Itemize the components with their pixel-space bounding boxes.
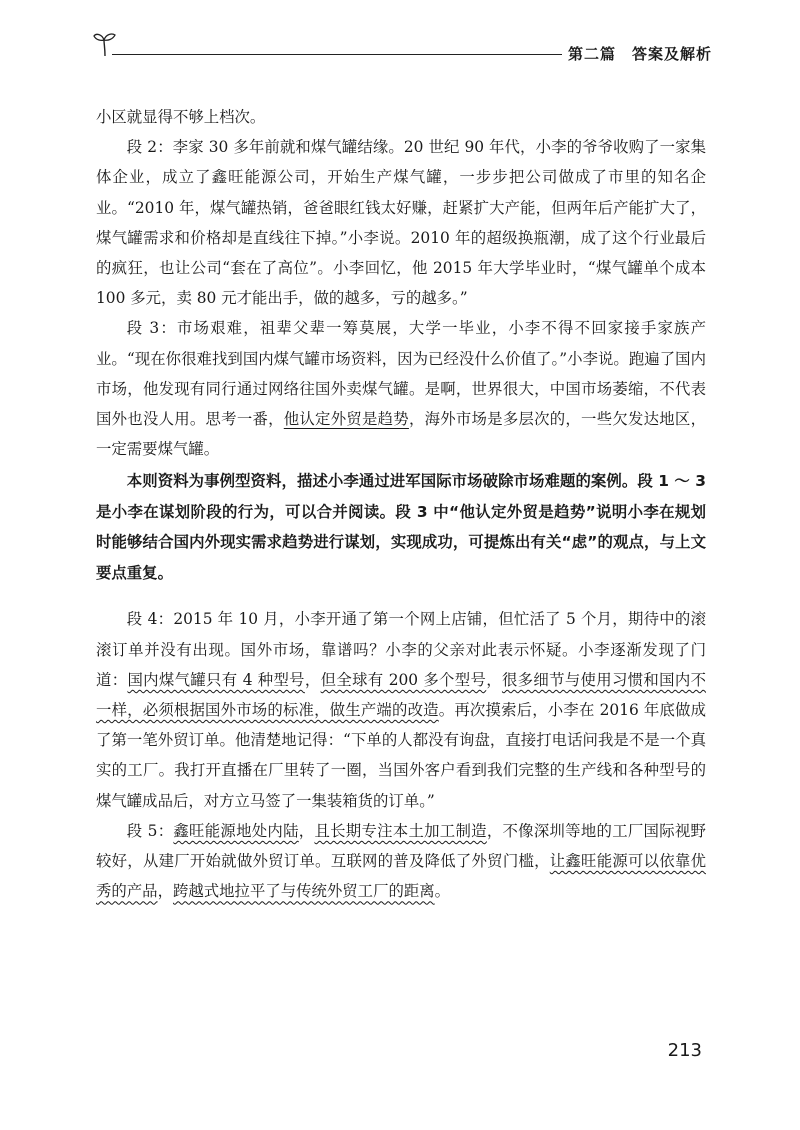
paragraph-section-4: 段 4：2015 年 10 月，小李开通了第一个网上店铺，但忙活了 5 个月，期待中的滚滚订单并没有出现。国外市场，靠谱吗？小李的父亲对此表示怀疑。小李逐渐发现了门道：国内煤气罐只有 4 种型号，但全球有 200 多个型号，很多细节与使用习惯和国内不一样，必须根据国外市场的标准，做生产端的改造。再次摸索后，小李在 2016 年底做成了第一笔外贸订单。他清楚地记得：“下单的人都没有询盘，直接打电话问我是不是一个真实的工厂。我打开直播在厂里转了一圈，当国外客户看到我们完整的生产线和各种型号的煤气罐成品后，对方立马签了一集装箱货的订单。” [96, 610, 706, 810]
wavy-key-phrase: 鑫旺能源地处内陆 [173, 821, 299, 840]
paragraph-section-5: 段 5：鑫旺能源地处内陆，且长期专注本土加工制造，不像深圳等地的工厂国际视野较好，从建厂开始就做外贸订单。互联网的普及降低了外贸门槛，让鑫旺能源可以依靠优秀的产品，跨越式地拉平了与传统外贸工厂的距离。 [96, 821, 706, 901]
wavy-key-phrase: 但全球有 200 多个型号 [320, 670, 487, 689]
page-content [96, 102, 706, 906]
paragraph-section-2: 段 2：李家 30 多年前就和煤气罐结缘。20 世纪 90 年代，小李的爷爷收购了一家集体企业，成立了鑫旺能源公司，开始生产煤气罐，一步步把公司做成了市里的知名企业。“2010 年，煤气罐热销，爸爸眼红钱太好赚，赶紧扩大产能，但两年后产能扩大了，煤气罐需求和价格却是直线往下掉。”小李说。2010 年的超级换瓶潮，成了这个行业最后的疯狂，也让公司“套在了高位”。小李回忆，他 2015 年大学毕业时，“煤气罐单个成本 100 多元，卖 80 元才能出手，做的越多，亏的越多。” [96, 138, 706, 308]
wavy-key-phrase: 跨越式地拉平了与传统外贸工厂的距离 [172, 882, 435, 901]
analysis-note: 本则资料为事例型资料，描述小李通过进军国际市场破除市场难题的案例。段 1 ～ 3 是小李在谋划阶段的行为，可以合并阅读。段 3 中“他认定外贸是趋势”说明小李在规划时能够结合国内外现实需求趋势进行谋划，实现成功，可提炼出有关“虑”的观点，与上文要点重复。 [96, 472, 706, 582]
paragraph-continued: 小区就显得不够上档次。 [96, 108, 266, 126]
page-header [92, 30, 712, 70]
underlined-key-phrase: 他认定外贸是趋势 [283, 410, 409, 429]
running-title: 第二篇 答案及解析 [562, 43, 712, 64]
wavy-key-phrase: 让鑫旺能源可以依靠优秀的产品 [96, 852, 706, 901]
paragraph-section-3: 段 3：市场艰难，祖辈父辈一筹莫展，大学一毕业，小李不得不回家接手家族产业。“现在你很难找到国内煤气罐市场资料，因为已经没什么价值了。”小李说。跑遍了国内市场，他发现有同行通过网络往国外卖煤气罐。是啊，世界很大，中国市场萎缩，不代表国外也没人用。思考一番，他认定外贸是趋势，海外市场是多层次的，一些欠发达地区，一定需要煤气罐。 [96, 319, 706, 459]
wavy-key-phrase: 国内煤气罐只有 4 种型号 [127, 670, 305, 689]
wavy-key-phrase: 且长期专注本土加工制造 [314, 821, 487, 840]
wavy-key-phrase: 很多细节与使用习惯和国内不一样，必须根据国外市场的标准，做生产端的改造 [96, 670, 706, 720]
page-number: 213 [667, 1040, 702, 1061]
